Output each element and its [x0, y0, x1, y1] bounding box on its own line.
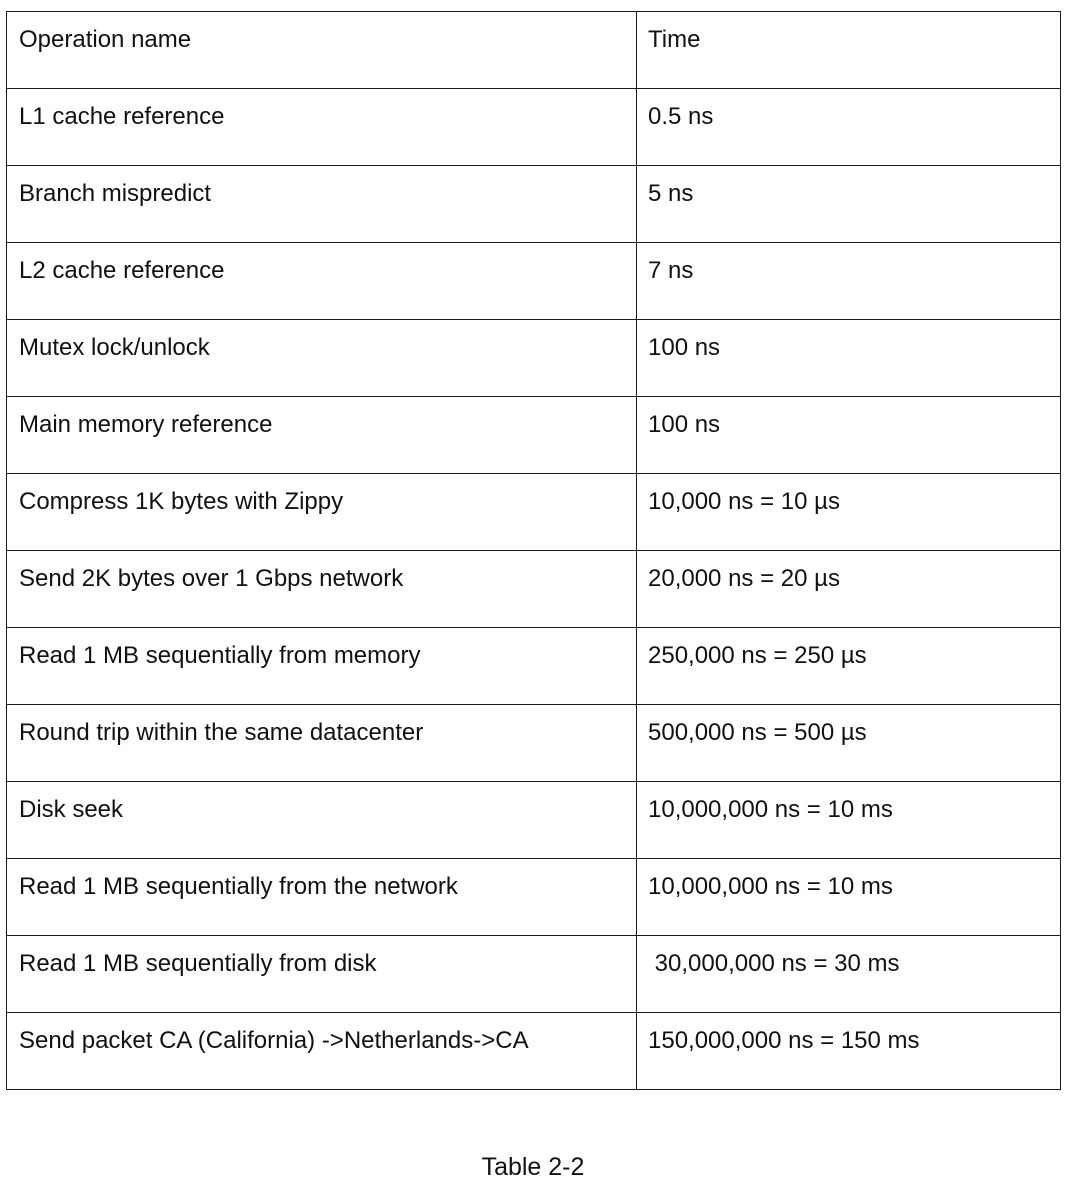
operation-cell: L2 cache reference — [7, 243, 637, 320]
table-row — [7, 243, 1061, 320]
time-cell: 250,000 ns = 250 µs — [637, 628, 1061, 705]
table-row — [7, 936, 1061, 1013]
operation-cell: Read 1 MB sequentially from the network — [7, 859, 637, 936]
table-row — [7, 1013, 1061, 1090]
header-operation-name: Operation name — [7, 12, 637, 89]
time-cell: 100 ns — [637, 320, 1061, 397]
table-row — [7, 859, 1061, 936]
table-caption: Table 2-2 — [481, 1153, 585, 1181]
time-cell: 20,000 ns = 20 µs — [637, 551, 1061, 628]
time-cell: 150,000,000 ns = 150 ms — [637, 1013, 1061, 1090]
table-row — [7, 705, 1061, 782]
operation-cell: Round trip within the same datacenter — [7, 705, 637, 782]
time-cell: 30,000,000 ns = 30 ms — [637, 936, 1061, 1013]
table-row — [7, 551, 1061, 628]
operation-cell: Disk seek — [7, 782, 637, 859]
time-cell: 10,000,000 ns = 10 ms — [637, 782, 1061, 859]
table-row — [7, 89, 1061, 166]
time-cell: 500,000 ns = 500 µs — [637, 705, 1061, 782]
operation-cell: Read 1 MB sequentially from memory — [7, 628, 637, 705]
operation-cell: L1 cache reference — [7, 89, 637, 166]
time-cell: 5 ns — [637, 166, 1061, 243]
time-cell: 100 ns — [637, 397, 1061, 474]
time-cell: 10,000,000 ns = 10 ms — [637, 859, 1061, 936]
operation-cell: Compress 1K bytes with Zippy — [7, 474, 637, 551]
table-header-row — [7, 12, 1061, 89]
table-row — [7, 320, 1061, 397]
latency-table-container — [6, 11, 1060, 1090]
operation-cell: Send packet CA (California) ->Netherlands->CA — [7, 1013, 637, 1090]
table-row — [7, 166, 1061, 243]
operation-cell: Read 1 MB sequentially from disk — [7, 936, 637, 1013]
table-row — [7, 474, 1061, 551]
header-time: Time — [637, 12, 1061, 89]
time-cell: 10,000 ns = 10 µs — [637, 474, 1061, 551]
latency-table — [6, 11, 1061, 1090]
table-row — [7, 397, 1061, 474]
operation-cell: Mutex lock/unlock — [7, 320, 637, 397]
time-cell: 7 ns — [637, 243, 1061, 320]
table-row — [7, 782, 1061, 859]
operation-cell: Branch mispredict — [7, 166, 637, 243]
time-cell: 0.5 ns — [637, 89, 1061, 166]
operation-cell: Send 2K bytes over 1 Gbps network — [7, 551, 637, 628]
operation-cell: Main memory reference — [7, 397, 637, 474]
table-row — [7, 628, 1061, 705]
